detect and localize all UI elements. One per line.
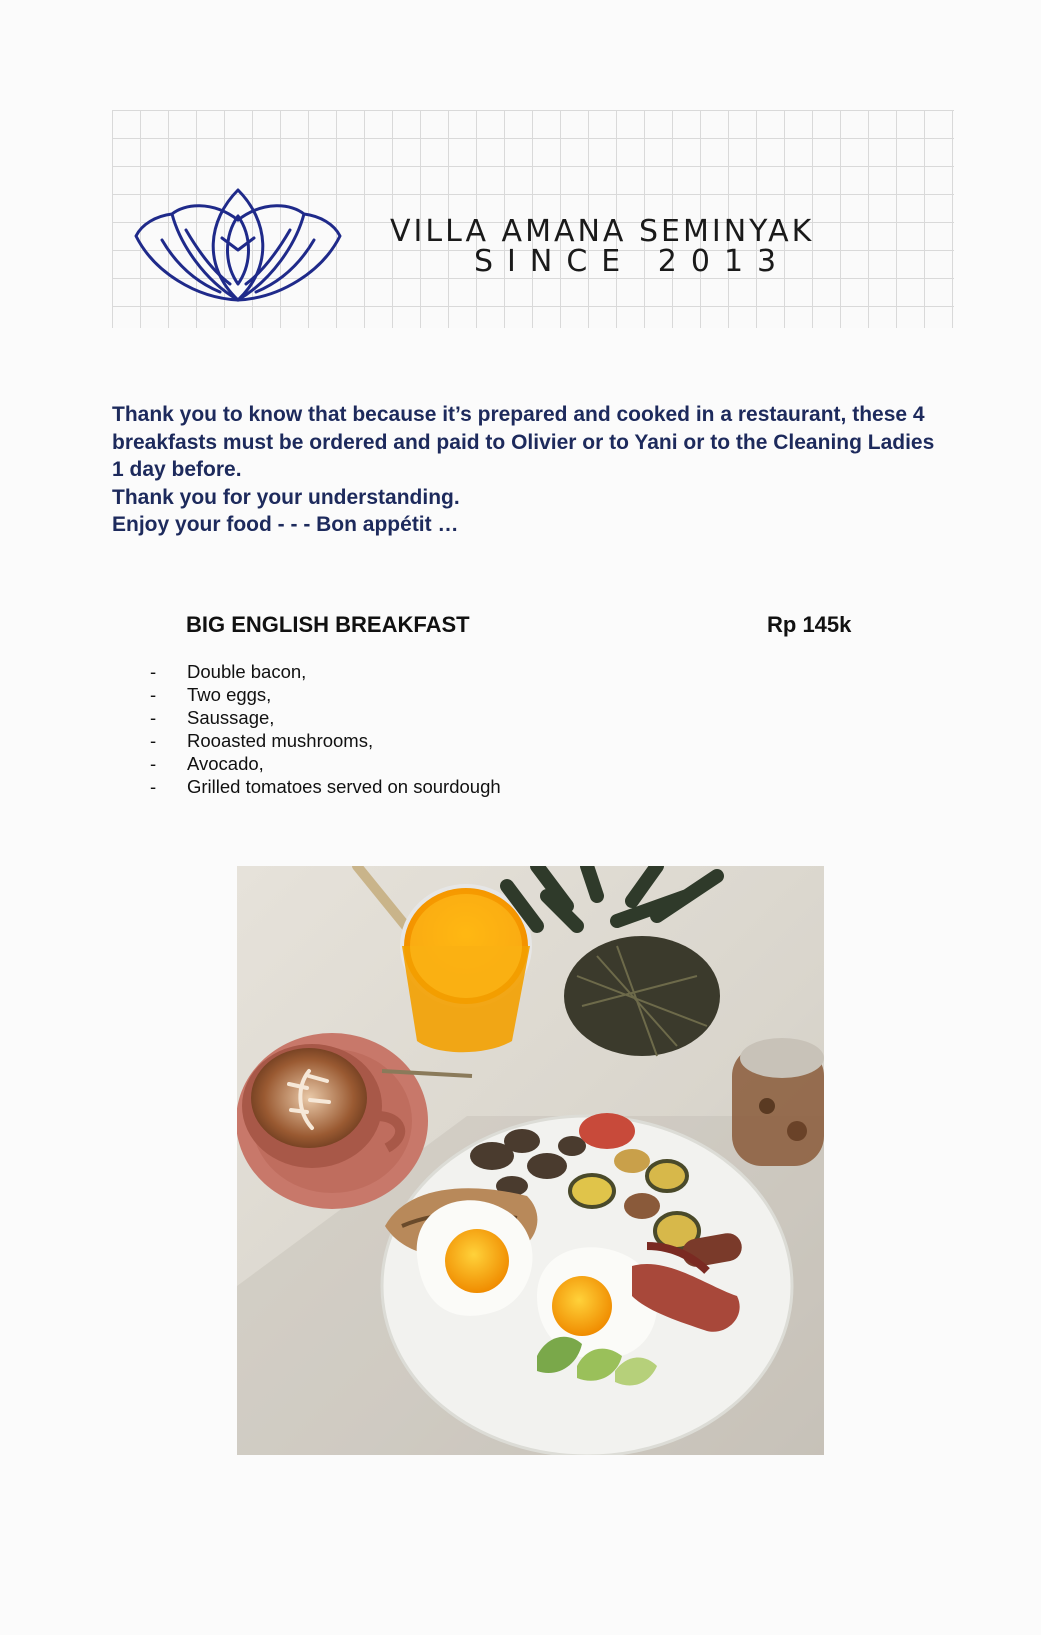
list-item: - Rooasted mushrooms, bbox=[150, 730, 374, 751]
notice-line: Thank you to know that because it’s prepared and cooked in a restaurant, these 4 breakfasts must be ordered and paid to Olivier or to Yani or to the Cleaning Ladies 1 day before. bbox=[112, 403, 935, 481]
list-item: - Grilled tomatoes served on sourdough bbox=[150, 776, 501, 797]
list-item: - Avocado, bbox=[150, 753, 264, 774]
menu-item-price: Rp 145k bbox=[767, 612, 852, 637]
notice-line: Thank you for your understanding. bbox=[112, 485, 460, 509]
ingredient-label: Rooasted mushrooms, bbox=[187, 730, 374, 751]
list-item: - Two eggs, bbox=[150, 684, 272, 705]
pineapple-icon bbox=[507, 866, 720, 1056]
breakfast-plate-icon bbox=[382, 1113, 792, 1455]
juice-glass-icon bbox=[402, 886, 530, 1052]
ingredients-list bbox=[150, 660, 501, 798]
list-item: - Double bacon, bbox=[150, 661, 307, 682]
ingredient-label: Double bacon, bbox=[187, 661, 307, 682]
notice-line: Enjoy your food - - - Bon appétit … bbox=[112, 513, 459, 536]
ingredient-label: Grilled tomatoes served on sourdough bbox=[187, 776, 501, 797]
ingredient-label: Two eggs, bbox=[187, 684, 272, 705]
ingredient-label: Saussage, bbox=[187, 707, 275, 728]
menu-item-title: BIG ENGLISH BREAKFAST bbox=[186, 612, 470, 637]
breakfast-illustration bbox=[237, 866, 824, 1455]
breakfast-photo bbox=[237, 866, 824, 1455]
order-notice bbox=[112, 401, 942, 539]
list-item: - Saussage, bbox=[150, 707, 275, 728]
ingredient-label: Avocado, bbox=[187, 753, 264, 774]
header-banner bbox=[112, 110, 954, 328]
brand-since: SINCE 2013 bbox=[474, 244, 791, 279]
jar-icon bbox=[732, 1038, 824, 1166]
brand-name: VILLA AMANA SEMINYAK bbox=[390, 214, 815, 249]
lotus-icon bbox=[126, 180, 350, 308]
